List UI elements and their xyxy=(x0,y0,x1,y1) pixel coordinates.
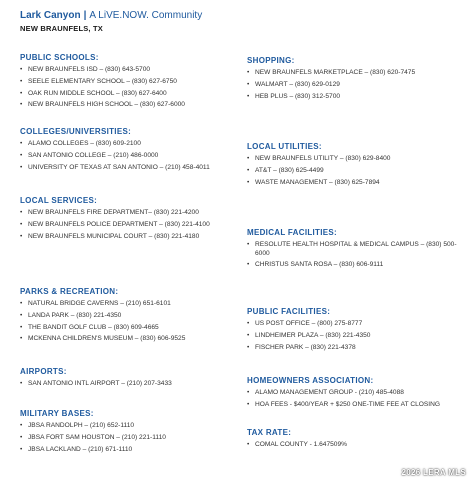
bullet-icon: • xyxy=(20,433,23,441)
list-item xyxy=(247,344,457,353)
list-item xyxy=(20,434,230,443)
list-item-text: NEW BRAUNFELS UTILITY – (830) 629-8400 xyxy=(255,155,391,162)
item-list xyxy=(20,380,230,389)
bullet-icon: • xyxy=(247,241,250,248)
list-item xyxy=(247,179,457,188)
list-item-text: JBSA LACKLAND – (210) 671-1110 xyxy=(28,445,133,453)
list-item xyxy=(247,401,457,410)
bullet-icon: • xyxy=(20,140,23,147)
list-item-text: JBSA RANDOLPH – (210) 652-1110 xyxy=(28,422,135,429)
list-item xyxy=(20,380,230,389)
list-item xyxy=(247,389,457,398)
list-item xyxy=(247,155,457,164)
bullet-icon: • xyxy=(247,178,250,186)
mls-watermark: 2026 LERA MLS xyxy=(401,468,466,477)
list-item-text: CHRISTUS SANTA ROSA – (830) 606-9111 xyxy=(255,261,384,269)
list-item-text: SAN ANTONIO INTL AIRPORT – (210) 207-3433 xyxy=(28,380,172,387)
bullet-icon: • xyxy=(247,92,250,100)
list-item-text: JBSA FORT SAM HOUSTON – (210) 221-1110 xyxy=(28,433,166,441)
list-item-text: LANDA PARK – (830) 221-4350 xyxy=(28,311,122,319)
list-item xyxy=(247,93,457,102)
bullet-icon: • xyxy=(20,335,23,343)
list-item xyxy=(247,69,457,78)
bullet-icon: • xyxy=(20,323,23,331)
section-title: PUBLIC SCHOOLS: xyxy=(20,53,99,62)
section-title: COLLEGES/UNIVERSITIES: xyxy=(20,127,132,136)
item-list xyxy=(20,66,230,110)
list-item xyxy=(20,300,230,309)
list-item xyxy=(247,261,457,270)
bullet-icon: • xyxy=(247,441,250,448)
section-colleges xyxy=(20,127,230,175)
list-item-text: ALAMO MANAGEMENT GROUP - (210) 485-4088 xyxy=(255,389,404,396)
section-tax-rate xyxy=(247,428,457,453)
list-item xyxy=(20,324,230,333)
bullet-icon: • xyxy=(247,331,250,339)
list-item-text: NEW BRAUNFELS FIRE DEPARTMENT– (830) 221-4200 xyxy=(28,209,199,216)
bullet-icon: • xyxy=(20,77,23,85)
bullet-icon: • xyxy=(247,80,250,88)
item-list xyxy=(247,389,457,409)
bullet-icon: • xyxy=(20,422,23,429)
section-title: AIRPORTS: xyxy=(20,367,67,376)
list-item xyxy=(247,167,457,176)
list-item xyxy=(20,422,230,431)
page-header xyxy=(20,10,202,33)
title-separator: | xyxy=(83,10,87,21)
item-list xyxy=(20,209,230,241)
list-item xyxy=(247,81,457,90)
bullet-icon: • xyxy=(247,166,250,174)
list-item-text: OAK RUN MIDDLE SCHOOL – (830) 627-6400 xyxy=(28,89,167,97)
list-item xyxy=(247,441,457,450)
list-item-text: NEW BRAUNFELS POLICE DEPARTMENT – (830) 221-4100 xyxy=(28,220,210,228)
bullet-icon: • xyxy=(247,389,250,396)
bullet-icon: • xyxy=(247,155,250,162)
section-title: SHOPPING: xyxy=(247,56,295,65)
list-item-text: MCKENNA CHILDREN'S MUSEUM – (830) 606-9525 xyxy=(28,335,186,343)
list-item-text: FISCHER PARK – (830) 221-4378 xyxy=(255,343,356,351)
community-tagline: A LiVE.NOW. Community xyxy=(89,10,203,21)
list-item-text: HEB PLUS – (830) 312-5700 xyxy=(255,92,341,100)
list-item xyxy=(20,66,230,75)
section-parks xyxy=(20,287,230,347)
section-shopping xyxy=(247,56,457,104)
list-item xyxy=(20,335,230,344)
list-item-text: UNIVERSITY OF TEXAS AT SAN ANTONIO – (210) 458-4011 xyxy=(28,163,210,171)
section-title: LOCAL UTILITIES: xyxy=(247,142,322,151)
bullet-icon: • xyxy=(20,311,23,319)
bullet-icon: • xyxy=(20,151,23,159)
list-item-text: LINDHEIMER PLAZA – (830) 221-4350 xyxy=(255,331,371,339)
section-title: LOCAL SERVICES: xyxy=(20,196,98,205)
location-label: NEW BRAUNFELS, TX xyxy=(20,24,103,33)
item-list xyxy=(20,422,230,454)
list-item xyxy=(20,233,230,242)
section-title: TAX RATE: xyxy=(247,428,292,437)
list-item-text: SEELE ELEMENTARY SCHOOL – (830) 627-6750 xyxy=(28,77,177,85)
list-item-text: WASTE MANAGEMENT – (830) 625-7894 xyxy=(255,178,380,186)
list-item xyxy=(247,241,457,258)
list-item-text: NEW BRAUNFELS ISD – (830) 643-5700 xyxy=(28,66,151,73)
item-list xyxy=(247,155,457,187)
list-item xyxy=(20,90,230,99)
list-item-text: SAN ANTONIO COLLEGE – (210) 486-0000 xyxy=(28,151,159,159)
bullet-icon: • xyxy=(247,400,250,408)
list-item-text: NEW BRAUNFELS MUNICIPAL COURT – (830) 221-4180 xyxy=(28,232,200,240)
list-item-text: THE BANDIT GOLF CLUB – (830) 609-4665 xyxy=(28,323,159,331)
list-item xyxy=(247,332,457,341)
bullet-icon: • xyxy=(20,89,23,97)
list-item-text: ALAMO COLLEGES – (830) 609-2100 xyxy=(28,140,141,147)
list-item xyxy=(20,221,230,230)
section-utilities xyxy=(247,142,457,190)
section-public-schools xyxy=(20,53,230,113)
list-item xyxy=(20,140,230,149)
section-medical xyxy=(247,228,457,273)
section-military xyxy=(20,409,230,457)
bullet-icon: • xyxy=(247,320,250,327)
list-item-text: AT&T – (830) 625-4499 xyxy=(255,166,324,174)
item-list xyxy=(247,441,457,450)
bullet-icon: • xyxy=(20,232,23,240)
section-hoa xyxy=(247,376,457,413)
list-item-text: US POST OFFICE – (800) 275-8777 xyxy=(255,320,363,327)
bullet-icon: • xyxy=(20,209,23,216)
bullet-icon: • xyxy=(247,69,250,76)
bullet-icon: • xyxy=(20,66,23,73)
list-item xyxy=(20,152,230,161)
item-list xyxy=(247,241,457,270)
section-title: PUBLIC FACILITIES: xyxy=(247,307,331,316)
list-item xyxy=(20,78,230,87)
list-item-text: RESOLUTE HEALTH HOSPITAL & MEDICAL CAMPUS – (830) 500-6000 xyxy=(255,241,457,257)
section-local-services xyxy=(20,196,230,244)
list-item-text: NEW BRAUNFELS HIGH SCHOOL – (830) 627-6000 xyxy=(28,101,185,109)
list-item xyxy=(20,209,230,218)
community-name: Lark Canyon xyxy=(20,10,81,21)
list-item-text: NEW BRAUNFELS MARKETPLACE – (830) 620-7475 xyxy=(255,69,416,76)
bullet-icon: • xyxy=(20,101,23,109)
bullet-icon: • xyxy=(20,300,23,307)
bullet-icon: • xyxy=(20,163,23,171)
section-airports xyxy=(20,367,230,392)
list-item xyxy=(20,164,230,173)
bullet-icon: • xyxy=(20,220,23,228)
section-title: MEDICAL FACILITIES: xyxy=(247,228,337,237)
list-item xyxy=(247,320,457,329)
community-title xyxy=(20,10,202,21)
list-item-text: WALMART – (830) 629-0129 xyxy=(255,80,340,88)
section-public-facilities xyxy=(247,307,457,355)
bullet-icon: • xyxy=(20,380,23,387)
list-item-text: HOA FEES - $400/YEAR + $250 ONE-TIME FEE AT CLOSING xyxy=(255,400,440,408)
list-item xyxy=(20,312,230,321)
list-item-text: NATURAL BRIDGE CAVERNS – (210) 651-6101 xyxy=(28,300,171,307)
section-title: HOMEOWNERS ASSOCIATION: xyxy=(247,376,374,385)
item-list xyxy=(20,140,230,172)
bullet-icon: • xyxy=(247,261,250,269)
list-item-text: COMAL COUNTY - 1.647509% xyxy=(255,441,347,448)
bullet-icon: • xyxy=(20,445,23,453)
section-title: MILITARY BASES: xyxy=(20,409,94,418)
item-list xyxy=(247,320,457,352)
section-title: PARKS & RECREATION: xyxy=(20,287,119,296)
list-item xyxy=(20,446,230,455)
item-list xyxy=(247,69,457,101)
list-item xyxy=(20,101,230,110)
item-list xyxy=(20,300,230,344)
bullet-icon: • xyxy=(247,343,250,351)
